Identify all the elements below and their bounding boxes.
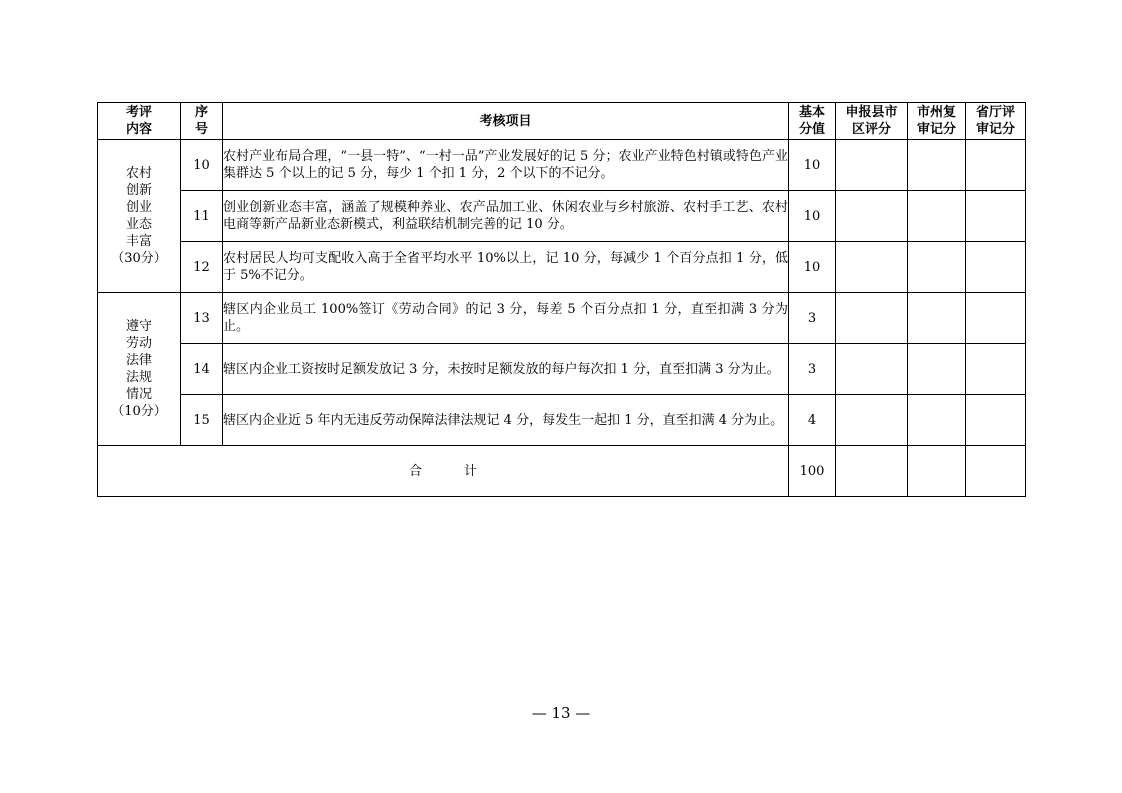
county-score-cell[interactable] [836, 395, 908, 446]
header-province-score: 省厅评 审记分 [966, 103, 1026, 140]
county-score-cell[interactable] [836, 293, 908, 344]
county-total-cell[interactable] [836, 446, 908, 497]
header-item: 考核项目 [223, 103, 789, 140]
table-row [98, 191, 1026, 242]
county-score-cell[interactable] [836, 344, 908, 395]
county-score-cell[interactable] [836, 191, 908, 242]
province-score-cell[interactable] [966, 293, 1026, 344]
row-number: 15 [181, 395, 223, 446]
table-row [98, 140, 1026, 191]
assessment-item: 农村居民人均可支配收入高于全省平均水平 10%以上，记 10 分，每减少 1 个百分点扣 1 分，低于 5%不记分。 [223, 242, 789, 293]
assessment-item: 辖区内企业工资按时足额发放记 3 分，未按时足额发放的每户每次扣 1 分，直至扣满 3 分为止。 [223, 344, 789, 395]
total-row [98, 446, 1026, 497]
header-category: 考评 内容 [98, 103, 181, 140]
base-score: 3 [789, 344, 836, 395]
assessment-item: 农村产业布局合理，“一县一特”、“一村一品”产业发展好的记 5 分；农业产业特色村镇或特色产业集群达 5 个以上的记 5 分，每少 1 个扣 1 分，2 个以下的不记分。 [223, 140, 789, 191]
province-score-cell[interactable] [966, 191, 1026, 242]
city-score-cell[interactable] [908, 191, 966, 242]
category-cell: 遵守 劳动 法律 法规 情况 （10分） [98, 293, 181, 446]
city-score-cell[interactable] [908, 242, 966, 293]
header-county-score: 申报县市 区评分 [836, 103, 908, 140]
row-number: 10 [181, 140, 223, 191]
province-total-cell[interactable] [966, 446, 1026, 497]
row-number: 12 [181, 242, 223, 293]
table-row [98, 242, 1026, 293]
province-score-cell[interactable] [966, 344, 1026, 395]
category-cell: 农村 创新 创业 业态 丰富 （30分） [98, 140, 181, 293]
base-score: 10 [789, 242, 836, 293]
city-score-cell[interactable] [908, 293, 966, 344]
table-row [98, 293, 1026, 344]
table-header-row [98, 103, 1026, 140]
row-number: 11 [181, 191, 223, 242]
header-base-score: 基本 分值 [789, 103, 836, 140]
province-score-cell[interactable] [966, 242, 1026, 293]
base-score: 10 [789, 140, 836, 191]
assessment-item: 创业创新业态丰富，涵盖了规模种养业、农产品加工业、休闲农业与乡村旅游、农村手工艺、农村电商等新产品新业态新模式，利益联结机制完善的记 10 分。 [223, 191, 789, 242]
table-row [98, 395, 1026, 446]
base-score: 10 [789, 191, 836, 242]
county-score-cell[interactable] [836, 242, 908, 293]
row-number: 13 [181, 293, 223, 344]
city-total-cell[interactable] [908, 446, 966, 497]
header-city-score: 市州复 审记分 [908, 103, 966, 140]
assessment-item: 辖区内企业近 5 年内无违反劳动保障法律法规记 4 分，每发生一起扣 1 分，直至扣满 4 分为止。 [223, 395, 789, 446]
base-score: 4 [789, 395, 836, 446]
city-score-cell[interactable] [908, 344, 966, 395]
city-score-cell[interactable] [908, 395, 966, 446]
province-score-cell[interactable] [966, 140, 1026, 191]
base-score: 3 [789, 293, 836, 344]
assessment-table [97, 102, 1026, 497]
total-label: 合 计 [98, 446, 789, 497]
province-score-cell[interactable] [966, 395, 1026, 446]
table-row [98, 344, 1026, 395]
page-number: — 13 — [531, 704, 591, 722]
row-number: 14 [181, 344, 223, 395]
header-number: 序 号 [181, 103, 223, 140]
city-score-cell[interactable] [908, 140, 966, 191]
total-score: 100 [789, 446, 836, 497]
county-score-cell[interactable] [836, 140, 908, 191]
assessment-item: 辖区内企业员工 100%签订《劳动合同》的记 3 分，每差 5 个百分点扣 1 分，直至扣满 3 分为止。 [223, 293, 789, 344]
